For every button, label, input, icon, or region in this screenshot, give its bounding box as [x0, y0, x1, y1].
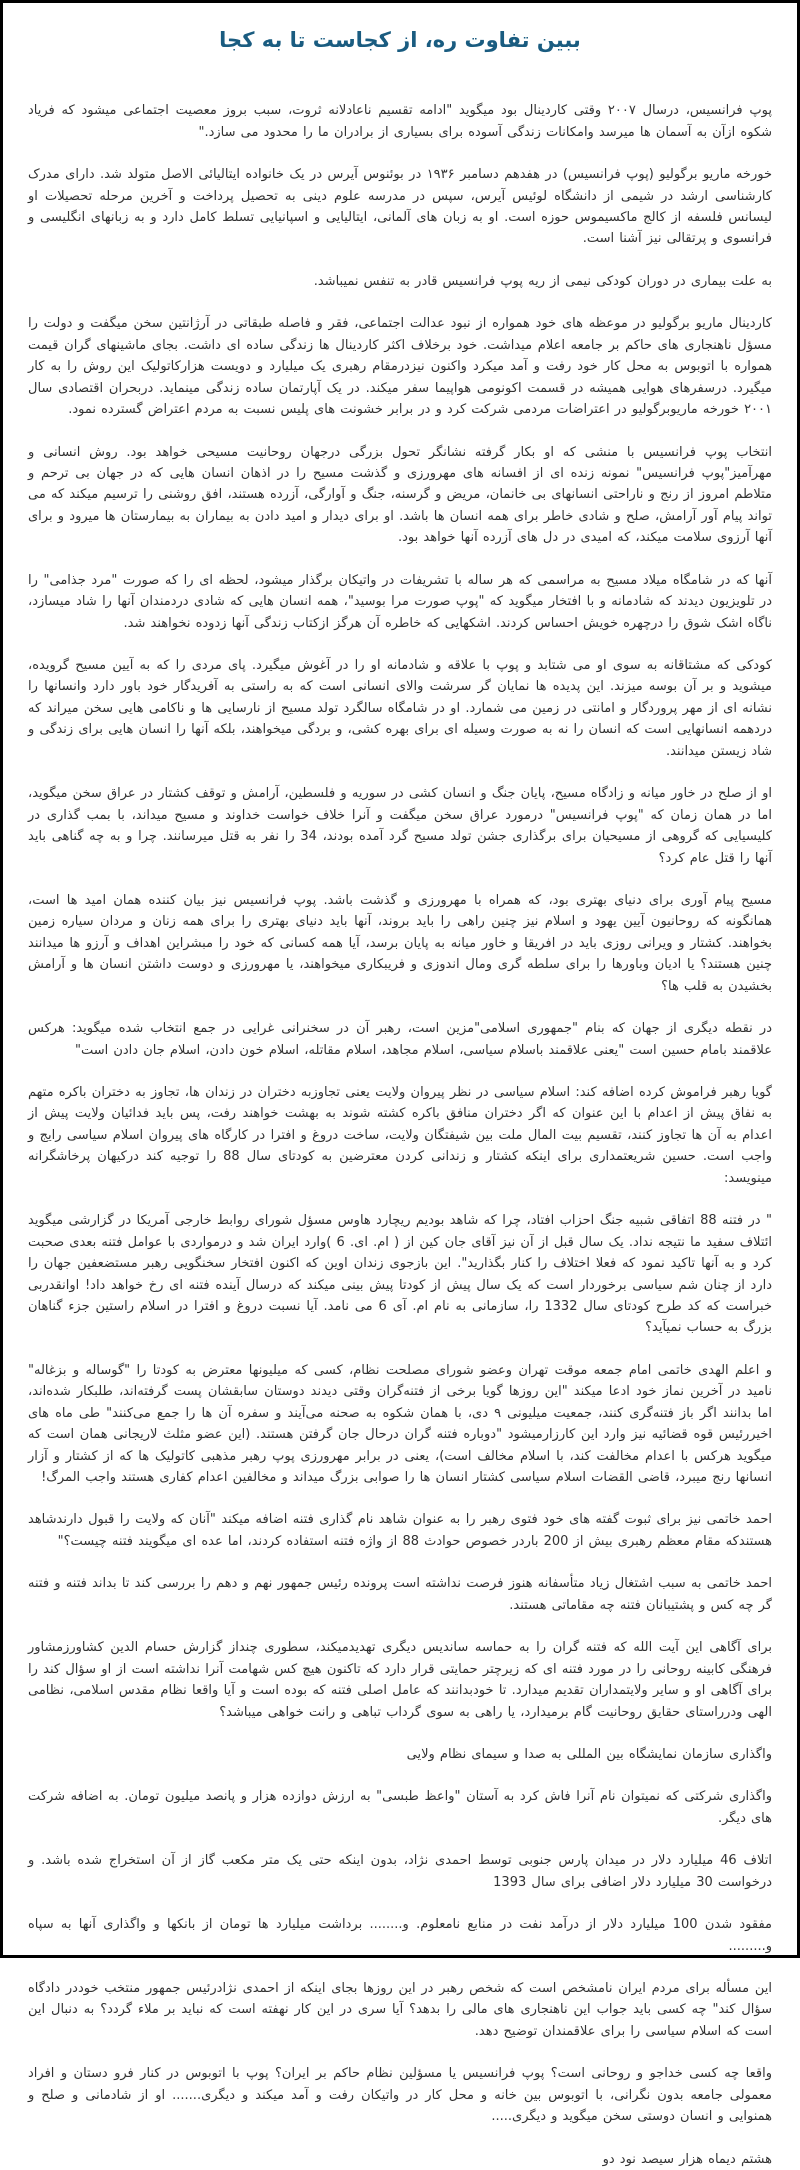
paragraph-company-transfer: واگذاری شرکتی که نمیتوان نام آنرا فاش کرد به آستان "واعظ طبسی" به ارزش دوازده هزار و پانصد میلیون تومان. به اضافه شرکت های دیگر. [28, 1789, 772, 1826]
paragraph-illness: به علت بیماری در دوران کودکی نیمی از ریه پوپ فرانسیس قادر به تنفس نمیباشد. [313, 273, 772, 289]
paragraph-islamic-republic-leader: در نقطه دیگری از جهان که بنام "جمهوری اسلامی"مزین است، رهبر آن در سخنرانی غرایی در جمع انتخاب شده میگوید: هرکس علاقمند بامام حسین است "یعنی علاقمند باسلام سیاسی، اسلام مجاهد، اسلام مقاتله، اسلام خون دادن، اسلام جان دادن است" [28, 1021, 772, 1058]
paragraph-political-islam: گویا رهبر فراموش کرده اضافه کند: اسلام سیاسی در نظر پیروان ولایت یعنی تجاوزبه دختران در زندان ها، تجاوز به دختران باکره متهم به نفاق پیش از اعدام با این عنوان که اگر دختران منافق باکره کشته شوند به بهشت خواهند رفت، پس باید فدائیان ولایت پیش از اعدام به آن ها تجاوز کنند، تقسیم بیت المال ملت بین شیفتگان ولایت، ساخت دروغ و افترا در کارگاه های پیروان اسلام سیاسی رایج و واجب است. حسین شریعتمداری برای اینکه کشتار و زندانی کردن معترضین به کودتای سال 88 را توجیه کند درکیهان پرخاشگرانه مینویسد: [28, 1085, 772, 1186]
paragraph-intro-quote: پوپ فرانسیس، درسال ۲۰۰۷ وقتی کاردینال بود میگوید "ادامه تقسیم ناعادلانه ثروت، سبب بروز معصیت اجتماعی میشود که فریاد شکوه ازآن به آسمان ها میرسد وامکانات زندگی آسوده برای بسیاری از برادران ما را محدود می سازد." [28, 103, 772, 140]
paragraph-gas-field-waste: اتلاف 46 میلیارد دلار در میدان پارس جنوبی توسط احمدی نژاد، بدون اینکه حتی یک متر مکعب گاز از آن استخراج شده باشد. و درخواست 30 میلیارد دلار اضافی برای سال 1393 [28, 1853, 772, 1890]
document-title: ببین تفاوت ره، از کجاست تا به کجا [219, 28, 581, 52]
paragraph-fitna-88-quote: " در فتنه 88 اتفاقی شبیه جنگ احزاب افتاد، چرا که شاهد بودیم ریچارد هاوس مسؤل شورای روابط خارجی آمریکا در گزارشی میگوید ائتلاف سفید ما نتیجه نداد. یک سال قبل از آن نیز آقای جان کین از ( ام. ای. 6 )وارد ایران شد و درمواردی با عوامل فتنه بعدی صحبت کرد و به آنها تاکید نمود که فعلا اختلاف را کنار بگذارید". این بازجوی زندان اوین که اکنون افتخار سخنگویی رهبر مستضعفین جهان را دارد از چنان شم سیاسی برخوردار است که یک سال پیش از کودتا پیش بینی میکند که درسال آینده فتنه ای رخ خواهد داد! اوانقدربی خبراست که کد طرح کودتای سال 1332 را، سازمانی به نام ام. آی 6 می نامد. آیا نسبت دروغ و افترا در اسلام راستین جزء گناهان بزرگ به حساب نمیآید؟ [28, 1213, 772, 1336]
paragraph-christmas-eve: آنها که در شامگاه میلاد مسیح به مراسمی که هر ساله با تشریفات در واتیکان برگذار میشود، لحظه ای را که صورت "مرد جذامی" را در تلویزیون دیدند که شادمانه و با افتخار میگوید که "پوپ صورت مرا بوسید"، همه انسان هایی که شادی دردمندان آنها را شاد میسازد، ناگاه اشک شوق را درچهره خویش احساس کردند. اشکهایی که خاطره آن هرگز ازکتاب زندگی آنها زدوده نخواهند شد. [28, 572, 772, 631]
paragraph-child-embrace: کودکی که مشتاقانه به سوی او می شتابد و پوپ با علاقه و شادمانه او را در آغوش میگیرد. پای مردی را که به آیین مسیح گرویده، میشوید و بر آن بوسه میزند. این پدیده ها نمایان گر سرشت والای انسانی است که به راستی به آفریدگار خود باور دارد وانسانها را نشانه ای از مهر پروردگار و امانتی در زمین می شمارد. او در شامگاه سالگرد تولد مسیح از نارسایی ها و ناکامی هایی سخن میراند که دردهمه انسانهایی است که انسان را نه به صورت وسیله ای برای بهره کشی، و بردگی میخواهند، بلکه آنها را انسان هایی برای زندگی و شاد زیستن میدانند. [28, 658, 772, 759]
paragraph-cardinal-life: کاردینال ماریو برگولیو در موعظه های خود همواره از نبود عدالت اجتماعی، فقر و فاصله طبقاتی در آرژانتین سخن میگفت و دولت را مسؤل ناهنجاری های حاکم بر جامعه اعلام میداشت. خود برخلاف اکثر کاردینال ها زندگی ساده ای داشت. بجای ماشینهای گران قیمت همواره با اتوبوس به محل کار خود رفت و آمد میکرد واکنون نیزدرمقام رهبری یک میلیارد و دویست هزارکاتولیک این روش را به کار میگیرد. درسفرهای هوایی همیشه در قسمت اکونومی هواپیما سفر میکند. در یک آپارتمان ساده زندگی مینماید. دربحران اقتصادی سال ۲۰۰۱ خورخه ماریوبرگولیو در اعتراضات مردمی شرکت کرد و در برابر خشونت های پلیس نسبت به مردم اعتراض گسترده نمود. [28, 316, 772, 418]
paragraph-ayatollah-awareness: برای آگاهی این آیت الله که فتنه گران را به حماسه ساندیس دیگری تهدیدمیکند، سطوری چنداز گزارش حسام الدین کشاورزمشاور فرهنگی کابینه روحانی را در مورد فتنه ای که زیرچتر حمایتی قرار دارد که تاکنون هیچ کس شهامت آنرا نداشته است از او سؤال کند را برای آگاهی او و سایر ولایتمداران تقدیم میدارد. تا خودبدانند که عامل اصلی فتنه که بوده است و آیا واقعا نظام مقدس اسلامی، نظامی الهی ودرراستای حقایق روحانیت گام برمیدارد، یا راهی به سوی گرداب تباهی و رانت خواهی میباشد؟ [28, 1640, 772, 1720]
paragraph-middle-east-peace: او از صلح در خاور میانه و زادگاه مسیح، پایان جنگ و انسان کشی در سوریه و فلسطین، آرامش و توقف کشتار در عراق سخن میگوید، اما در همان زمان که "پوپ فرانسیس" درمورد عراق سخن میگفت و آنرا خلاف خواست خداوند و مسیح میداند، با بمب گذاری در کلیسیایی که گروهی از مسیحیان برای برگذاری جشن تولد مسیح گرد آمده بودند، 34 را نفر به قتل میرسانند. چرا و به چه گناهی باید آنها را قتل عام کرد؟ [28, 786, 772, 866]
paragraph-comparison-conclusion: واقعا چه کسی خداجو و روحانی است؟ پوپ فرانسیس یا مسؤلین نظام حاکم بر ایران؟ پوپ با اتوبوس در کنار فرو دستان و افراد معمولی جامعه بدون نگرانی، با اتوبوس بین خانه و محل کار در واتیکان رفت و آمد میکند و دیگری....... او از شادمانی و صلح و همنوایی و انسان دوستی سخن میگوید و دیگری..... [28, 2066, 772, 2125]
paragraph-ahmad-khatami-fatwa: احمد خاتمی نیز برای ثبوت گفته های خود فتوی رهبر را به عنوان شاهد نام گذاری فتنه اضافه میکند "آنان که ولایت را قبول دارندشاهد هستندکه مقام معظم رهبری بیش از 200 باردر خصوص حوادث 88 از واژه فتنه استفاده کردند، اما عده ای میگویند فتنه چیست؟" [28, 1512, 772, 1549]
paragraph-missing-oil-money: مفقود شدن 100 میلیارد دلار از درآمد نفت در منابع نامعلوم. و........ برداشت میلیارد ها تومان از بانکها و واگذاری آنها به سپاه و......... [28, 1917, 772, 1954]
paragraph-exhibition-transfer: واگذاری سازمان نمایشگاه بین المللی به صدا و سیمای نظام ولایی [406, 1746, 772, 1762]
paragraph-ahmad-khatami-busy: احمد خاتمی به سبب اشتغال زیاد متأسفانه هنوز فرصت نداشته است پرونده رئیس جمهور نهم و دهم را بررسی کند تا بداند فتنه و فتنه گر چه کس و پشتیبانان فتنه چه مقاماتی هستند. [28, 1576, 772, 1613]
document-date: هشتم دیماه هزار سیصد نود دو [602, 2151, 772, 2167]
paragraph-biography: خورخه ماریو برگولیو (پوپ فرانسیس) در هفدهم دسامبر ۱۹۳۶ در بوئنوس آیرس در یک خانواده ایتالیائی الاصل متولد شد. دارای مدرک کارشناسی ارشد در شیمی از دانشگاه لوئیس آیرس، سپس در مدرسه علوم دینی به تحصیل پرداخت و آخرین مرحله تحصیلات او لیسانس فلسفه از کالج ماکسیموس حوزه است. او به زبان های آلمانی، ایتالیایی و اسپانیایی تسلط کامل دارد و به زبانهای انگلیسی و فرانسوی و پرتقالی نیز آشنا است. [28, 167, 772, 247]
paragraph-unanswered-question: این مسأله برای مردم ایران نامشخص است که شخص رهبر در این روزها بجای اینکه از احمدی نژادرئیس جمهور منتخب خوددر دادگاه سؤال کند" چه کسی باید جواب این ناهنجاری های مالی را بدهد؟ آیا سری در این کار نهفته است که نباید بر ملاء گردد؟ به دنبال این است که اسلام سیاسی را برای علاقمندان توضیح دهد. [28, 1981, 772, 2039]
paragraph-messiah-message: مسیح پیام آوری برای دنیای بهتری بود، که همراه با مهرورزی و گذشت باشد. پوپ فرانسیس نیز بیان کننده همان امید ها است، همانگونه که روحانیون آیین یهود و اسلام نیز چنین راهی را باید بروند، آنها باید دنیای بهتری را برای همه زنان و مردان سیاره زمین بخواهند. کشتار و ویرانی روزی باید در افریقا و خاور میانه به پایان برسد، آیا همه کسانی که خود را مبشراین اهداف و آرزو ها میدانند چنین هستند؟ یا ادیان وباورها را برای سلطه گری ومال اندوزی و فریبکاری میخواهند، یا مهرورزی و دوست داشتن انسان ها و آرامش بخشیدن به قلب ها؟ [28, 892, 772, 994]
paragraph-election: انتخاب پوپ فرانسیس با منشی که او بکار گرفته نشانگر تحول بزرگی درجهان روحانیت مسیحی خواهد بود. روش انسانی و مهرآمیز"پوپ فرانسیس" نمونه زنده ای از افسانه های مهرورزی و گذشت مسیح را در اذهان انسان هایی که در جهان بی ترحم و متلاطم امروز از رنج و ناراحتی انسانهای بی خانمان، مریض و گرسنه، جنگ و آوارگی، آزرده هستند، افق روشنی را ترسیم میکند که می تواند پیام آور آرامش، صلح و شادی خاطر برای همه انسان ها باشد. او برای دیدار و امید دادن به بیماران به بیمارستان ها میرود و برای آنها آرزوی سلامت میکند، که امیدی در دل های آزرده آنها خواهد بود. [28, 444, 772, 546]
paragraph-alamolhoda-khatami: و اعلم الهدی خاتمی امام جمعه موقت تهران وعضو شورای مصلحت نظام، کسی که میلیونها معترض به کودتا را "گوساله و بزغاله" نامید در آخرین نماز خود ادعا میکند "این روزها گویا برخی از فتنه‌گران وقتی دیدند دوستان سابقشان پست گرفته‌اند، طلبکار شده‌اند، اما بدانند اگر باز فتنه‌گری کنند، جمعیت میلیونی ۹ دی، با همان شکوه به صحنه می‌آیند و سفره آن ها را جمع می‌کنند" طی ماه های اخیررئیس قوه قضائیه نیز وارد این کارزارمیشود "دوباره فتنه گران درحال جان گرفتن هستند. (این عضو مثلث لاریجانی همان است که میگوید هرکس با اعدام مخالفت کند، با اسلام مخالف است)، یعنی در برابر مهرورزی پوپ رهبر مذهبی کاتولیک ها که از کشتار و آزار انسانها رنج میبرد، قاضی القضات اسلام سیاسی کشتار انسان ها را صوابی بزرگ میداند و مخالفین اعدام کفاری هستند واجب المرگ! [28, 1362, 772, 1486]
